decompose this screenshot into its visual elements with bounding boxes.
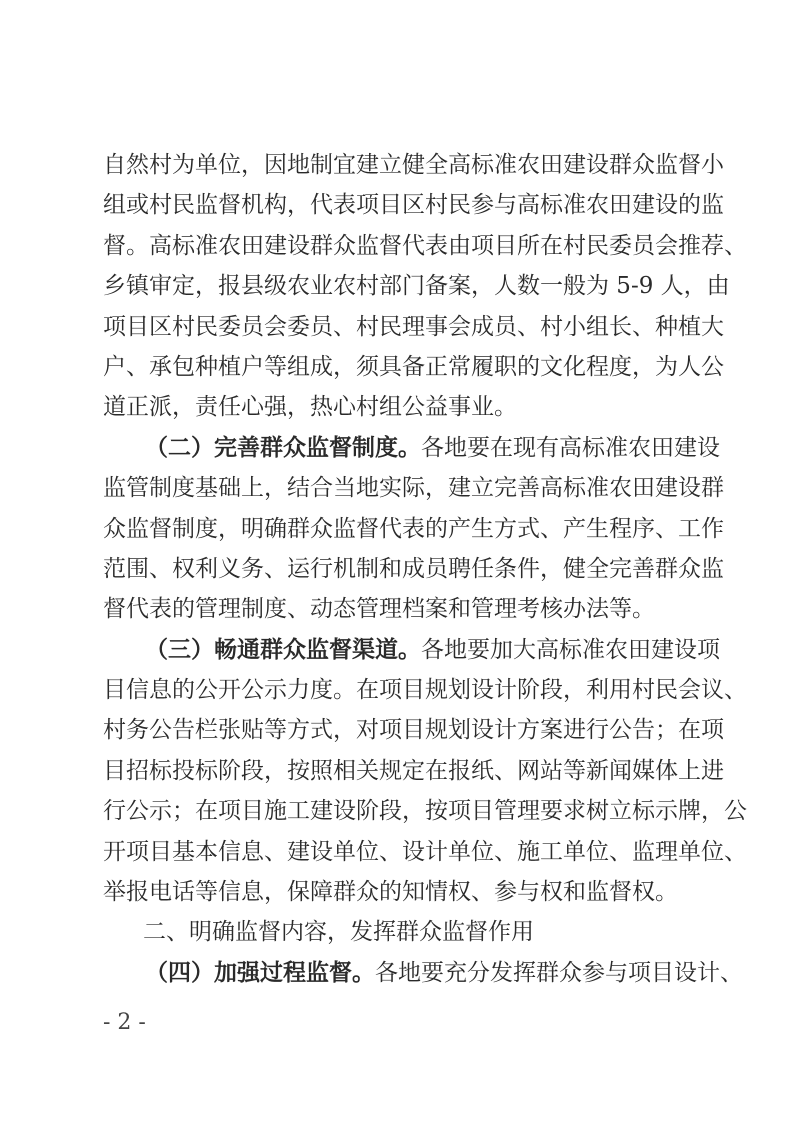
text-line: 行公示；在项目施工建设阶段，按项目管理要求树立标示牌，公 <box>103 798 747 825</box>
chapter-heading: 二、明确监督内容，发挥群众监督作用 <box>143 919 534 946</box>
text-line: 范围、权利义务、运行机制和成员聘任条件，健全完善群众监 <box>103 555 724 582</box>
text-line: 督代表的管理制度、动态管理档案和管理考核办法等。 <box>103 596 655 623</box>
section-line <box>103 953 743 993</box>
text-line: 户、承包种植户等组成，须具备正常履职的文化程度，为人公 <box>103 353 724 380</box>
text-line: 组或村民监督机构，代表项目区村民参与高标准农田建设的监 <box>103 192 724 219</box>
text-line: 乡镇审定，报县级农业农村部门备案，人数一般为 5-9 人，由 <box>103 273 730 300</box>
section-text: 各地要充分发挥群众参与项目设计、 <box>375 959 743 986</box>
section-text: 各地要在现有高标准农田建设 <box>421 434 720 461</box>
section-text: 各地要加大高标准农田建设项 <box>421 636 720 663</box>
section-title: （三）畅通群众监督渠道。 <box>145 636 421 663</box>
section-line <box>103 428 720 468</box>
text-line: 自然村为单位，因地制宜建立健全高标准农田建设群众监督小 <box>103 152 724 178</box>
text-line: 开项目基本信息、建设单位、设计单位、施工单位、监理单位、 <box>103 838 747 865</box>
text-line: 村务公告栏张贴等方式，对项目规划设计方案进行公告；在项 <box>103 717 724 744</box>
text-line: 目信息的公开公示力度。在项目规划设计阶段，利用村民会议、 <box>103 677 747 704</box>
text-line: 监管制度基础上，结合当地实际，建立完善高标准农田建设群 <box>103 475 724 502</box>
page-number: - 2 - <box>103 1010 146 1035</box>
text-line: 道正派，责任心强，热心村组公益事业。 <box>103 394 517 421</box>
text-line: 众监督制度，明确群众监督代表的产生方式、产生程序、工作 <box>103 515 724 542</box>
section-title: （四）加强过程监督。 <box>145 959 375 986</box>
document-body <box>103 145 747 993</box>
text-line: 举报电话等信息，保障群众的知情权、参与权和监督权。 <box>103 879 678 906</box>
text-line: 目招标投标阶段，按照相关规定在报纸、网站等新闻媒体上进 <box>103 757 724 784</box>
text-line: 督。高标准农田建设群众监督代表由项目所在村民委员会推荐、 <box>103 232 747 259</box>
section-line <box>103 630 720 670</box>
text-line: 项目区村民委员会委员、村民理事会成员、村小组长、种植大 <box>103 313 724 340</box>
section-title: （二）完善群众监督制度。 <box>145 434 421 461</box>
